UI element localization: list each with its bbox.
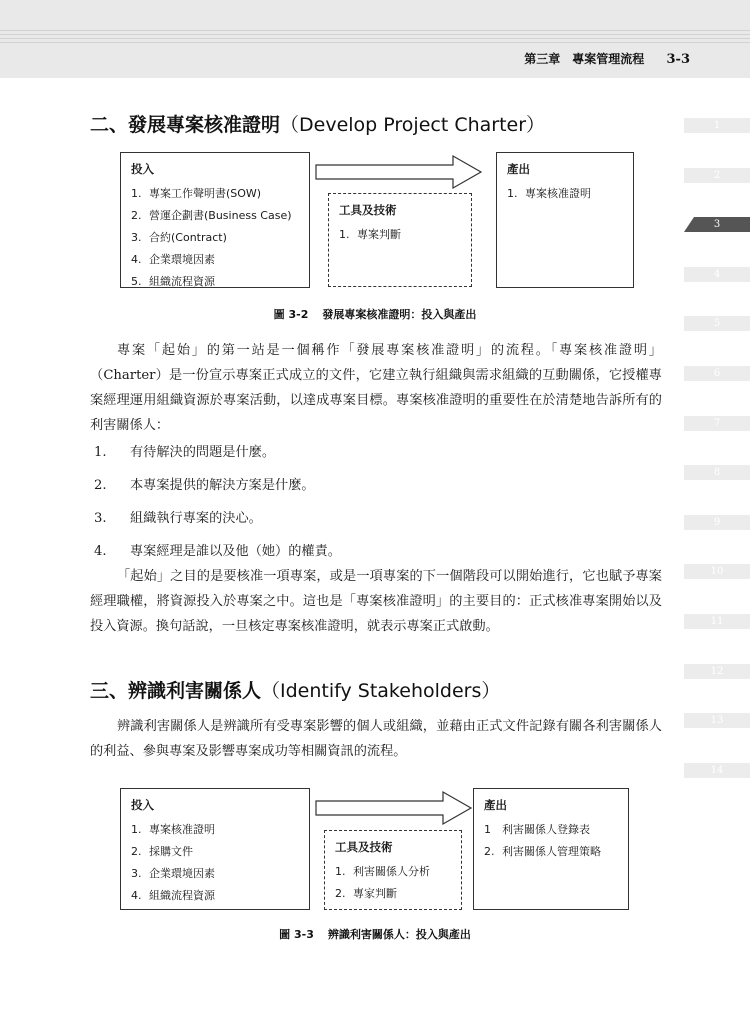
chapter-tab-6: 6 <box>684 366 750 381</box>
item-number: 2. <box>335 887 346 900</box>
section-heading-en: （Identify Stakeholders） <box>261 680 501 702</box>
body-paragraph: 專案「起始」的第一站是一個稱作「發展專案核准證明」的流程。「專案核准證明」（Charter）是一份宣示專案正式成立的文件，它建立執行組織與需求組織的互動關係，它授權專案經理運用組織資源於專案活動，以達成專案目標。專案核准證明的重要性在於清楚地告訴所有的利害關係人： <box>90 343 662 433</box>
body-paragraph: 「起始」之目的是要核准一項專案，或是一項專案的下一個階段可以開始進行，它也賦予專案經理職權，將資源投入於專案之中。這也是「專案核准證明」的主要目的：正式核准專案開始以及投入資源。換句話說，一旦核定專案核准證明，就表示專案正式啟動。 <box>90 569 662 634</box>
tools-box <box>324 830 462 910</box>
tools-list <box>335 861 451 905</box>
list-item <box>131 819 299 841</box>
tools-title: 工具及技術 <box>335 840 393 854</box>
item-text: 專案核准證明 <box>149 823 215 836</box>
header-decoration <box>0 30 750 46</box>
list-item <box>335 861 451 883</box>
chapter-tab-12: 12 <box>684 664 750 679</box>
item-number: 3. <box>131 867 142 880</box>
figure-caption-text: 辨識利害關係人：投入與產出 <box>327 928 471 941</box>
chapter-tab-5: 5 <box>684 316 750 331</box>
figure-caption-text: 發展專案核准證明：投入與產出 <box>322 308 477 321</box>
item-text: 利害關係人登錄表 <box>502 823 590 836</box>
item-number: 1. <box>339 228 350 241</box>
item-number: 3. <box>131 231 142 244</box>
figure-caption <box>0 926 750 942</box>
item-text: 利害關係人分析 <box>353 865 430 878</box>
item-text: 有待解決的問題是什麼。 <box>130 445 276 460</box>
item-text: 營運企劃書(Business Case) <box>149 209 292 222</box>
numbered-list <box>90 436 662 568</box>
chapter-tab-9: 9 <box>684 515 750 530</box>
list-item <box>131 271 299 293</box>
item-text: 企業環境因素 <box>149 867 215 880</box>
chapter-tab-10: 10 <box>684 564 750 579</box>
item-number: 1. <box>94 445 107 460</box>
list-item <box>484 841 618 863</box>
outputs-title: 產出 <box>507 162 530 176</box>
item-text: 利害關係人管理策略 <box>502 845 601 858</box>
item-number: 3. <box>94 511 107 526</box>
arrow-icon <box>315 154 485 194</box>
item-text: 專案判斷 <box>357 228 401 241</box>
item-text: 企業環境因素 <box>149 253 215 266</box>
section-heading-zh: 二、發展專案核准證明 <box>90 114 281 136</box>
tools-title: 工具及技術 <box>339 203 397 217</box>
item-number: 5. <box>131 275 142 288</box>
list-item <box>90 502 662 535</box>
item-text: 組織流程資源 <box>149 889 215 902</box>
chapter-tab-4: 4 <box>684 267 750 282</box>
inputs-box <box>120 152 310 288</box>
section-heading-en: （Develop Project Charter） <box>280 114 546 136</box>
arrow-icon <box>315 790 475 830</box>
item-text: 採購文件 <box>149 845 193 858</box>
list-item <box>131 885 299 907</box>
item-number: 1. <box>131 187 142 200</box>
chapter-tab-2: 2 <box>684 168 750 183</box>
list-item <box>131 841 299 863</box>
page-header <box>0 0 750 78</box>
list-item <box>131 205 299 227</box>
item-text: 專案經理是誰以及他（她）的權責。 <box>130 544 341 559</box>
chapter-tab-3: 3 <box>684 217 750 232</box>
inputs-box <box>120 788 310 910</box>
item-text: 本專案提供的解決方案是什麼。 <box>130 478 315 493</box>
chapter-title: 第三章 專案管理流程 <box>524 52 645 66</box>
tools-list <box>339 224 461 246</box>
item-number: 2. <box>94 478 107 493</box>
figure-number: 圖 3-2 <box>273 308 309 321</box>
list-item <box>90 436 662 469</box>
item-text: 組織執行專案的決心。 <box>130 511 262 526</box>
section-heading-identify-stakeholders <box>90 676 500 703</box>
list-item <box>335 883 451 905</box>
item-number: 2. <box>131 209 142 222</box>
item-number: 1. <box>507 187 518 200</box>
chapter-tab-7: 7 <box>684 416 750 431</box>
page-number: 3-3 <box>666 52 690 67</box>
item-text: 合約(Contract) <box>149 231 227 244</box>
item-text: 專案工作聲明書(SOW) <box>149 187 262 200</box>
list-item <box>507 183 623 205</box>
outputs-box <box>496 152 634 288</box>
outputs-box <box>473 788 629 910</box>
figure-number: 圖 3-3 <box>279 928 314 941</box>
inputs-list <box>131 183 299 293</box>
list-item <box>131 227 299 249</box>
list-item <box>90 469 662 502</box>
tools-box <box>328 193 472 287</box>
inputs-list <box>131 819 299 907</box>
figure-caption <box>0 306 750 322</box>
item-text: 組織流程資源 <box>149 275 215 288</box>
item-number: 1. <box>131 823 142 836</box>
chapter-tab-13: 13 <box>684 713 750 728</box>
list-item <box>131 863 299 885</box>
inputs-title: 投入 <box>131 798 154 812</box>
item-number: 2. <box>484 845 495 858</box>
chapter-tab-11: 11 <box>684 614 750 629</box>
item-number: 4. <box>131 889 142 902</box>
item-number: 4. <box>94 544 107 559</box>
item-number: 2. <box>131 845 142 858</box>
item-number: 1. <box>335 865 346 878</box>
list-item <box>131 183 299 205</box>
running-header <box>524 50 690 67</box>
item-number: 4. <box>131 253 142 266</box>
chapter-tab-1: 1 <box>684 118 750 133</box>
item-number: 1 <box>484 823 491 836</box>
section-heading-develop-charter <box>90 110 545 137</box>
list-item <box>339 224 461 246</box>
inputs-title: 投入 <box>131 162 154 176</box>
list-item <box>484 819 618 841</box>
list-item <box>131 249 299 271</box>
item-text: 專案核准證明 <box>525 187 591 200</box>
chapter-tab-8: 8 <box>684 465 750 480</box>
chapter-tab-14: 14 <box>684 763 750 778</box>
body-paragraph: 辨識利害關係人是辨識所有受專案影響的個人或組織，並藉由正式文件記錄有關各利害關係人的利益、參與專案及影響專案成功等相關資訊的流程。 <box>90 719 662 759</box>
outputs-list <box>507 183 623 205</box>
outputs-list <box>484 819 618 863</box>
section-heading-zh: 三、辨識利害關係人 <box>90 680 262 702</box>
outputs-title: 產出 <box>484 798 507 812</box>
item-text: 專家判斷 <box>353 887 397 900</box>
